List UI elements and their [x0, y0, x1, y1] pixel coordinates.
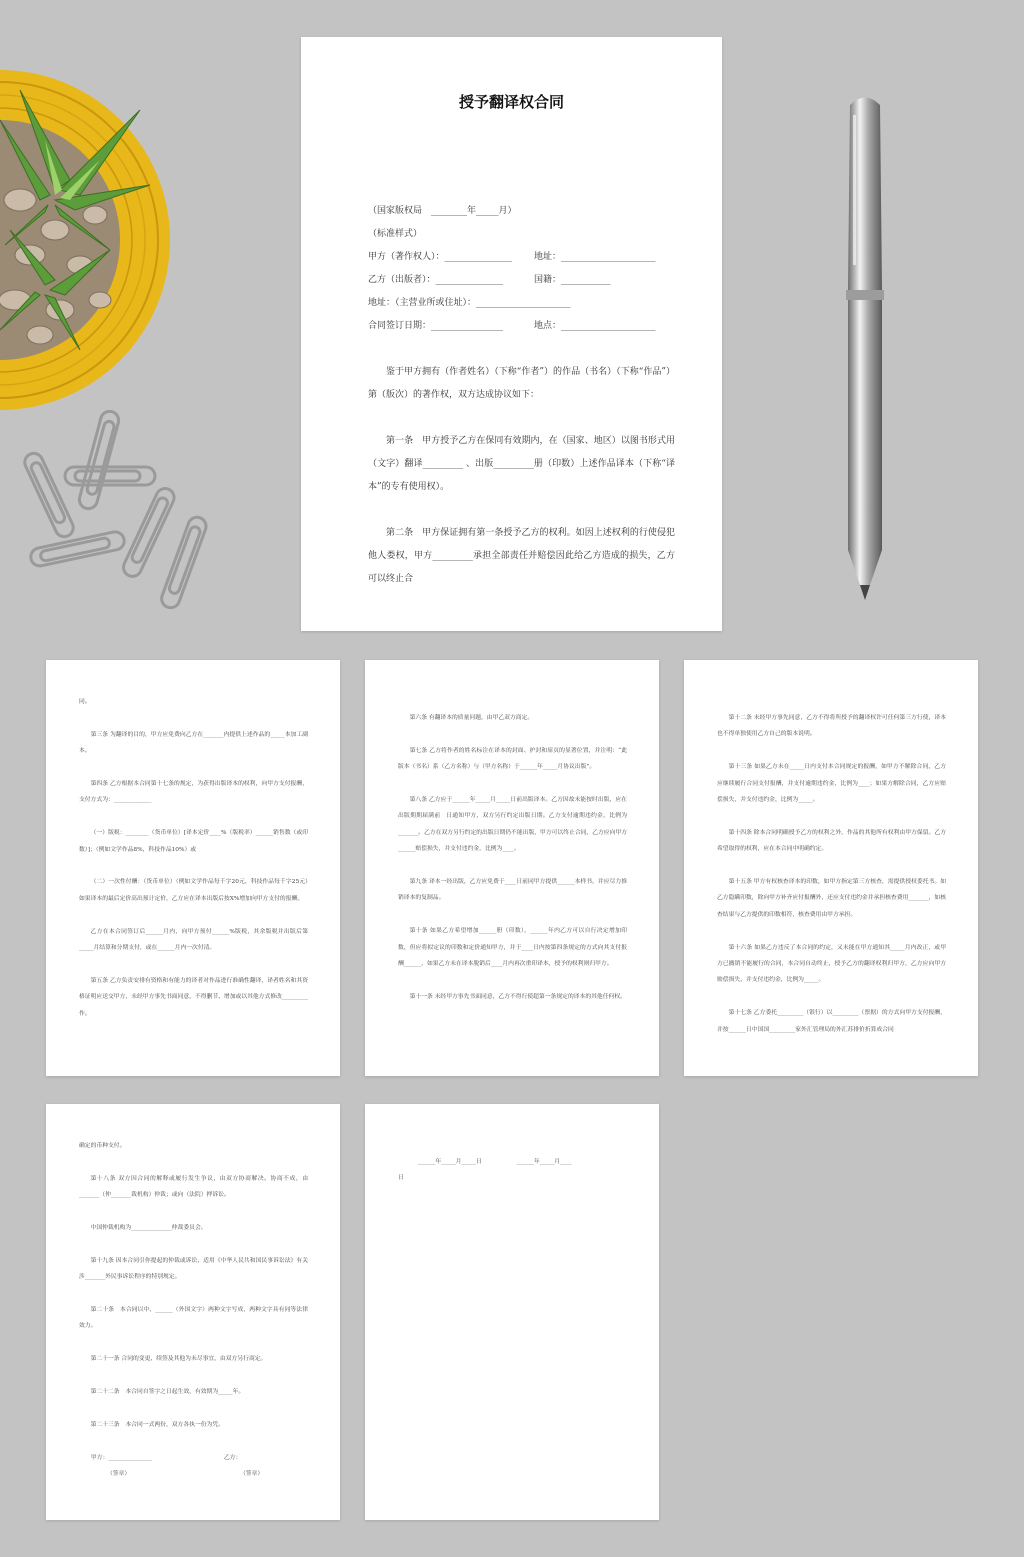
clause-paragraph: 鉴于甲方拥有（作者姓名）（下称“作者”）的作品（书名）（下称“作品”）第（版次）的著作权，双方达成协议如下：	[368, 367, 675, 400]
clause-paragraph: 同。	[79, 699, 91, 705]
document-body	[398, 1154, 627, 1187]
clause-paragraph: 第十八条 双方因合同的解释或履行发生争议，由双方协商解决。协商不成，由_______（仲_______裁机构）仲裁；或向（法院）押诉讼。	[79, 1175, 308, 1199]
clause-paragraph: 第十一条 未经甲方事先书面同意，乙方不得行使超第一条规定的译本的其他任何权。	[409, 993, 626, 1000]
clause-paragraph: 第十九条 因本合同引你提起的仲裁或诉讼，适用《中华人民共和国民事诉讼法》有关涉_______外民事诉讼程序的特别规定。	[79, 1257, 308, 1281]
party-row: 合同签订日期：________________ 地点：_____________________	[368, 321, 656, 331]
document-title: 授予翻译权合同	[458, 93, 564, 111]
document-body	[368, 200, 675, 591]
clause-paragraph: 第二条 甲方保证拥有第一条授予乙方的权利。如因上述权利的行使侵犯他人娄权，甲方_________承担全部责任并赔偿因此给乙方造成的损失，乙方可以终止合	[368, 528, 675, 584]
document-page-4	[684, 660, 978, 1076]
document-page-1	[301, 37, 722, 631]
clause-paragraph: 乙方在本合同签订后______月内，向甲方预付______%版税，其余版税并出版后第_____月结算和分期支付，或在______月内一次付清。	[79, 928, 308, 952]
clause-paragraph: 第一条 甲方授予乙方在保同有效期内，在（国家、地区）以图书形式用（文字）翻译_________ 、出版_________册（印数）上述作品译本（下称“译本”的专有使用权）。	[368, 436, 675, 492]
document-body	[79, 1138, 308, 1482]
document-page-2	[46, 660, 340, 1076]
clause-paragraph: 第四条 乙方根据本合同第十七条的规定，为获得出版译本的权利，向甲方支付报酬，支付方式为：_____________	[79, 781, 308, 804]
clause-paragraph: 第十四条 除本合同明确授予乙方的权利之外，作品的其他所有权利由甲方保留。乙方希望取得的权利，应在本合同中明确约定。	[717, 829, 946, 853]
clause-paragraph: 第十三条 如果乙方未在_____日内支付本合同规定的报酬，如甲方不解除合同，乙方应继续履行合同支付报酬，并支付逾期违约金，比例为____；如果方解除合同，乙方应赔偿损失，并支付违约金，比例为_____。	[717, 764, 946, 804]
document-page-3	[365, 660, 659, 1076]
party-row: 乙方（出版者）：_______________ 国籍：___________	[368, 275, 611, 285]
clause-paragraph: 第十七条 乙方委托_________（银行）以_________（票据）的方式向甲方支付报酬，并按______日中国国_________家外汇管理局的外汇苏排价折算成合同	[717, 1010, 946, 1033]
clause-paragraph: 第十六条 如果乙方违反了本合同的约定，又未能在甲方通知其_____月内改正，或甲方已撤销不能履行的合同，本合同自动终止，授予乙方的翻译权利归甲方，乙方应向甲方赔偿损失，并支付违约金，比例为_____。	[717, 944, 946, 984]
date-line: ______年_____月_____日 ______年_____月____	[418, 1159, 572, 1165]
clause-paragraph: 第十条 如果乙方希望增加______册（印数），______年内乙方可以自行决定增加印数，但应将拟定议的印数和定价通知甲方，并于____日内按第四条规定的方式向其支付报酬______，如果乙方未在译本脱销后____月内再次重印译本，授予的权利则归甲方。	[398, 928, 627, 968]
document-body	[398, 710, 627, 1005]
clause-paragraph: 第二十一条 合同的变更、续签及其他为未尽事宜，由双方另行商定。	[90, 1356, 267, 1363]
signature-row: 甲方：_______________ 乙方：	[91, 1454, 242, 1461]
clause-paragraph: 第二十三条 本合同一式两份，双方各执一份为凭。	[90, 1421, 224, 1428]
header-line: （标准样式）	[368, 229, 423, 239]
document-body	[717, 710, 946, 1038]
clause-paragraph: 确定的币种支付。	[79, 1143, 126, 1149]
header-line: （国家版权局 ________年_____月）	[368, 206, 517, 216]
pen-image	[820, 85, 910, 610]
clause-paragraph: 第二十条 本合同以中、______（外国文字）两种文字写成，两种文字具有同等法律效力。	[79, 1307, 308, 1330]
clause-paragraph: 第十二条 未经甲方事先同意，乙方不得将所授予的翻译权许可任何第三方行使，译本也不得单独使用乙方自己的版本说明。	[717, 715, 946, 738]
document-page-6	[365, 1104, 659, 1520]
clause-paragraph: 第六条 有翻译本的质量问题，由甲乙双方商定。	[409, 715, 534, 721]
party-row: 地址：（主营业所或住址）：_____________________	[368, 298, 571, 308]
party-row: 甲方（著作权人）：_______________ 地址：_____________________	[368, 252, 656, 262]
date-line-end: 日	[398, 1175, 404, 1182]
clause-paragraph: 第十五条 甲方有权核查译本的印数，如甲方指定第三方核查，需提供授权委托书。如乙方隐瞒印数，除向甲方补齐应付报酬外，还应支付违约金并承担核查费用_______，如核查结果与乙方提供的印数相符，核查费用由甲方承担。	[717, 879, 946, 918]
clause-paragraph: 第二十二条 本合同自签字之日起生效，有效期为_____年。	[90, 1389, 245, 1395]
clause-paragraph: 第三条 为翻译的目的，甲方应免费向乙方在_______内提供上述作品的_____本加工副本。	[79, 731, 308, 755]
clause-paragraph: 第九条 译本一经出版，乙方应免费于____日前同甲方提供______本样书，并应尽力推销译本的复制品。	[398, 879, 627, 902]
clause-paragraph: 第五条 乙方负责安排有资格和有能力的译者对作品进行准确性翻译，译者姓名和其资格证明应送交甲方，未经甲方事先书面同意，不得删节、增加或以其他方式修改_________作。	[79, 977, 308, 1017]
document-page-5	[46, 1104, 340, 1520]
clause-paragraph: 第七条 乙方将作者的姓名标注在译本的封面、护封和扉页的显著位置，并注明：“此版本（书名）系（乙方名称）与（甲方名称）于______年_____月协议出版”。	[398, 747, 627, 771]
clause-paragraph: 中国仲裁机构为______________仲裁委员会。	[90, 1225, 207, 1231]
clause-paragraph: （一）版税：________（货币单位）[译本定价____%（版税率）______销售数（或印数）]；（例如文学作品8%，科技作品10%）或	[79, 830, 308, 853]
succulent-plant-image	[0, 0, 175, 440]
document-body	[79, 694, 320, 1022]
clause-paragraph: （二）一次性付酬：（货币单位）（例如文学作品每千字20元，科技作品每千字25元） 如果译本的最后定价高出预计定价，乙方应在译本出版后按X%增加向甲方支付的报酬。	[79, 879, 320, 902]
clause-paragraph: 第八条 乙方应于______年_____月_____日前出版译本。乙方因故未能按时出版，应在出版期期届满前 日通知甲方，双方另行约定出版日期。乙方支付逾期违约金，比例为_______。乙方在双方另行约定的出版日期仍不能出版，甲方可以终止合同，乙方应向甲方______赔偿损失，并支付违约金，比例为____。	[398, 797, 627, 853]
signature-row: （签章） （签章）	[107, 1471, 264, 1477]
paper-clips-image	[20, 395, 220, 625]
